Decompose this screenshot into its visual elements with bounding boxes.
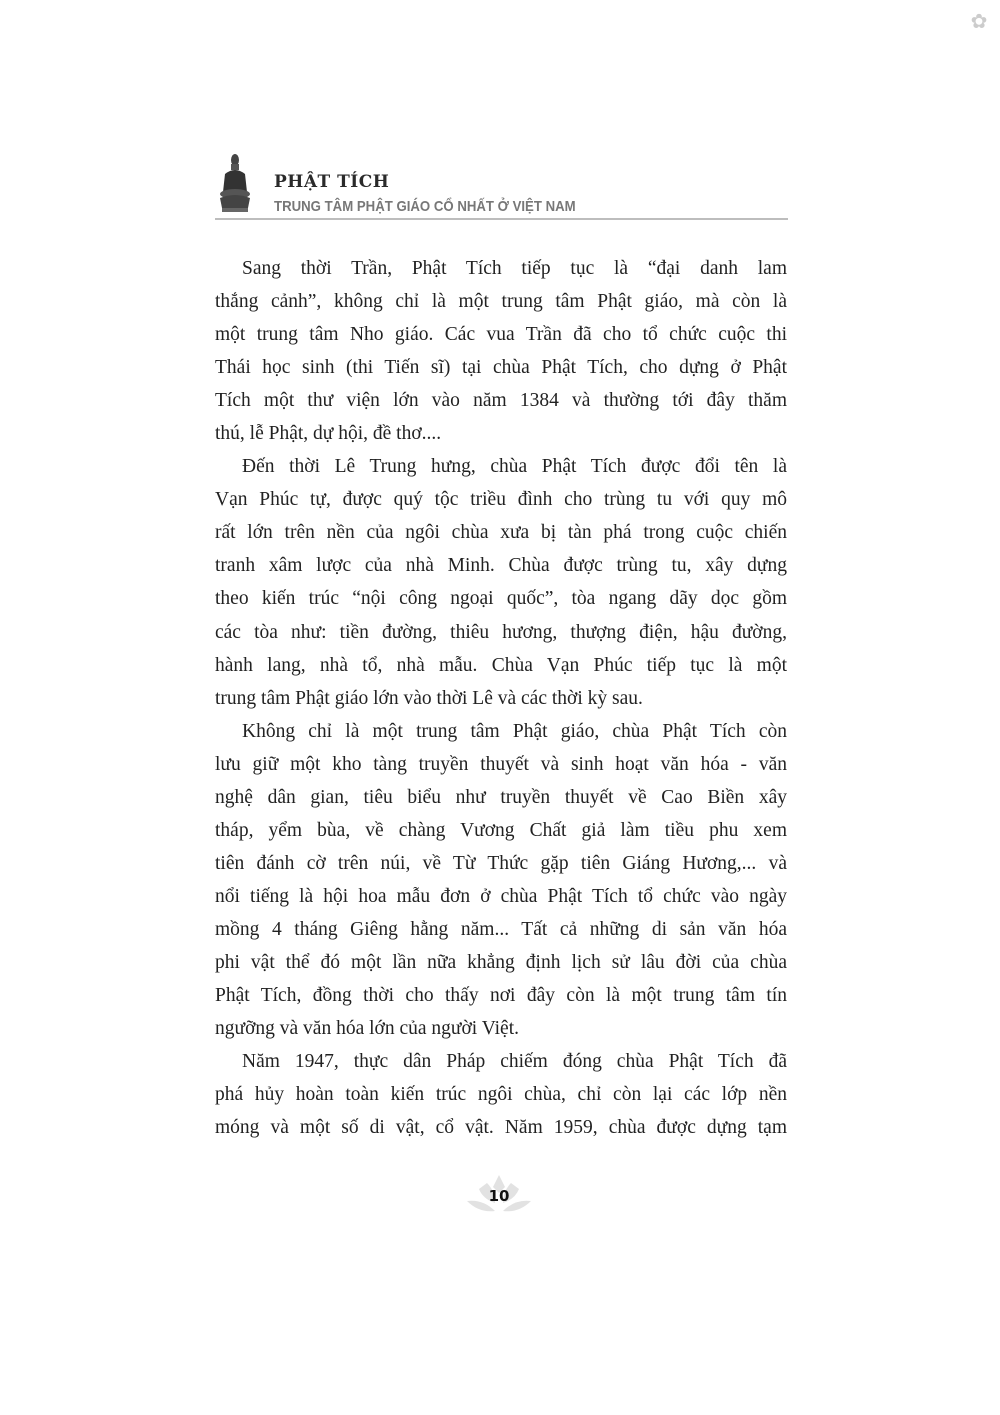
- paragraph: [215, 715, 787, 1045]
- text-line: nghệ dân gian, tiêu biểu như truyền thuyết về Cao Biền xây: [215, 786, 787, 808]
- text-line: Không chỉ là một trung tâm Phật giáo, chùa Phật Tích còn: [242, 720, 787, 742]
- text-line: tranh xâm lược của nhà Minh. Chùa được trùng tu, xây dựng: [215, 555, 787, 577]
- buddha-statue-icon: [217, 152, 253, 214]
- text-line: một trung tâm Nho giáo. Các vua Trần đã cho tổ chức cuộc thi: [215, 324, 787, 346]
- text-line: Thái học sinh (thi Tiến sĩ) tại chùa Phật Tích, cho dựng ở Phật: [215, 357, 787, 379]
- text-line: nổi tiếng là hội hoa mẫu đơn ở chùa Phật Tích tổ chức vào ngày: [215, 885, 787, 907]
- book-subtitle: TRUNG TÂM PHẬT GIÁO CỔ NHẤT Ở VIỆT NAM: [274, 198, 576, 215]
- page-number: 10: [488, 1187, 510, 1205]
- book-title: PHẬT TÍCH: [274, 172, 390, 192]
- text-line: trung tâm Phật giáo lớn vào thời Lê và các thời kỳ sau.: [215, 687, 643, 709]
- text-line: ngưỡng và văn hóa lớn của người Việt.: [215, 1018, 519, 1040]
- text-line: các tòa như: tiền đường, thiêu hương, thượng điện, hậu đường,: [215, 621, 787, 643]
- running-header: [215, 152, 788, 220]
- text-line: lưu giữ một kho tàng truyền thuyết và sinh hoạt văn hóa - văn: [215, 753, 787, 775]
- text-line: Phật Tích, đồng thời cho thấy nơi đây còn là một trung tâm tín: [215, 985, 787, 1007]
- text-line: Đến thời Lê Trung hưng, chùa Phật Tích được đổi tên là: [242, 456, 787, 478]
- text-line: theo kiến trúc “nội công ngoại quốc”, tòa ngang dãy dọc gồm: [215, 588, 787, 610]
- text-line: Vạn Phúc tự, được quý tộc triều đình cho trùng tu với quy mô: [215, 489, 787, 511]
- text-line: tiên đánh cờ trên núi, về Từ Thức gặp tiên Giáng Hương,... và: [215, 852, 787, 874]
- text-line: Năm 1947, thực dân Pháp chiếm đóng chùa Phật Tích đã: [242, 1051, 787, 1073]
- text-line: phi vật thể đó một lần nữa khẳng định lịch sử lâu đời của chùa: [215, 951, 787, 973]
- page-footer: [465, 1173, 533, 1215]
- text-line: Sang thời Trần, Phật Tích tiếp tục là “đại danh lam: [242, 258, 787, 279]
- text-line: Tích một thư viện lớn vào năm 1384 và thường tới đây thăm: [215, 390, 787, 412]
- text-line: tháp, yểm bùa, về chàng Vương Chất giả làm tiều phu xem: [215, 819, 787, 841]
- text-line: thắng cảnh”, không chỉ là một trung tâm Phật giáo, mà còn là: [215, 291, 787, 313]
- text-line: mồng 4 tháng Giêng hằng năm... Tất cả những di sản văn hóa: [215, 918, 787, 940]
- text-line: rất lớn trên nền của ngôi chùa xưa bị tàn phá trong cuộc chiến: [215, 522, 787, 544]
- paragraph: [215, 1045, 787, 1144]
- flower-ornament-icon: ✿: [970, 9, 988, 33]
- text-line: hành lang, nhà tổ, nhà mẫu. Chùa Vạn Phúc tiếp tục là một: [215, 654, 787, 676]
- paragraph: [215, 252, 787, 450]
- body-text: [215, 252, 787, 1144]
- text-line: móng và một số di vật, cổ vật. Năm 1959, chùa được dựng tạm: [215, 1117, 787, 1139]
- text-line: thú, lễ Phật, dự hội, đề thơ....: [215, 423, 442, 445]
- paragraph: [215, 450, 787, 714]
- text-line: phá hủy hoàn toàn kiến trúc ngôi chùa, chỉ còn lại các lớp nền: [215, 1084, 787, 1106]
